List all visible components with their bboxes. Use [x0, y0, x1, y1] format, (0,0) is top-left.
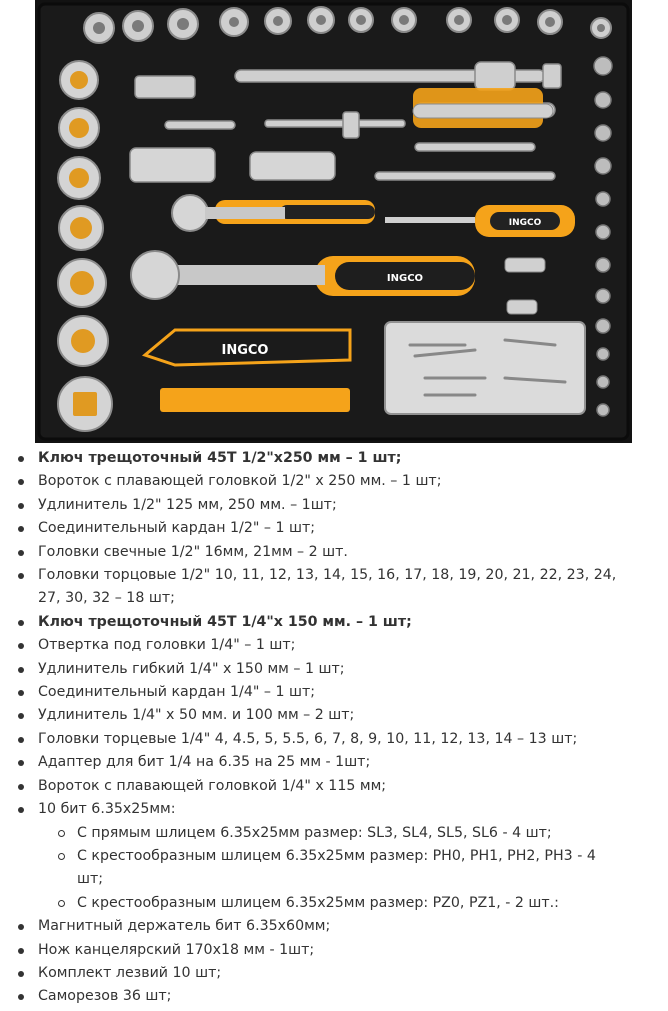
ratchet-brand: INGCO: [386, 273, 424, 284]
sub-list-item-continuation: шт;: [77, 871, 104, 888]
list-item: Адаптер для бит 1/4 на 6.35 на 25 мм - 1шт;: [0, 751, 668, 774]
list-item: Комплект лезвий 10 шт;: [0, 962, 668, 985]
list-item: Головки торцовые 1/2" 10, 11, 12, 13, 14, 15, 16, 17, 18, 19, 20, 21, 22, 23, 24,: [0, 564, 668, 587]
list-item: Вороток с плавающей головкой 1/2" x 250 мм. – 1 шт;: [0, 470, 668, 493]
bits-box: [385, 322, 585, 414]
sub-list-item: С крестообразным шлицем 6.35x25мм размер: PH0, PH1, PH2, PH3 - 4: [0, 845, 668, 868]
bits-sublist: [0, 822, 668, 916]
screwdriver-brand: INGCO: [508, 218, 542, 228]
list-item: Головки свечные 1/2" 16мм, 21мм – 2 шт.: [0, 541, 668, 564]
list-item: Удлинитель гибкий 1/4" x 150 мм – 1 шт;: [0, 658, 668, 681]
list-item: Магнитный держатель бит 6.35x60мм;: [0, 915, 668, 938]
list-item: Удлинитель 1/4" x 50 мм. и 100 мм – 2 шт;: [0, 704, 668, 727]
blade-pack: [160, 388, 350, 412]
list-item: Отвертка под головки 1/4" – 1 шт;: [0, 634, 668, 657]
tool-set-contents-list: [0, 447, 668, 1009]
bits-sublist-container: [0, 822, 668, 916]
list-item: Соединительный кардан 1/4" – 1 шт;: [0, 681, 668, 704]
tool-set-photo: [35, 0, 632, 443]
list-item: Ключ трещоточный 45T 1/4"x 150 мм. – 1 шт;: [0, 611, 668, 634]
utility-knife: [145, 330, 350, 365]
list-item: Удлинитель 1/2" 125 мм, 250 мм. – 1шт;: [0, 494, 668, 517]
list-item: Ключ трещоточный 45T 1/2"x250 мм – 1 шт;: [0, 447, 668, 470]
list-item: 10 бит 6.35x25мм:: [0, 798, 668, 821]
sub-list-item: С крестообразным шлицем 6.35x25мм размер: PZ0, PZ1, - 2 шт.:: [0, 892, 668, 915]
list-item-continuation: 27, 30, 32 – 18 шт;: [38, 590, 175, 607]
list-item: Соединительный кардан 1/2" – 1 шт;: [0, 517, 668, 540]
list-item: Саморезов 36 шт;: [0, 985, 668, 1008]
list-item: Вороток с плавающей головкой 1/4" x 115 мм;: [0, 775, 668, 798]
knife-brand: INGCO: [221, 343, 269, 358]
list-item: Нож канцелярский 170x18 мм - 1шт;: [0, 939, 668, 962]
list-item: Головки торцевые 1/4" 4, 4.5, 5, 5.5, 6, 7, 8, 9, 10, 11, 12, 13, 14 – 13 шт;: [0, 728, 668, 751]
sub-list-item: С прямым шлицем 6.35x25мм размер: SL3, SL4, SL5, SL6 - 4 шт;: [0, 822, 668, 845]
